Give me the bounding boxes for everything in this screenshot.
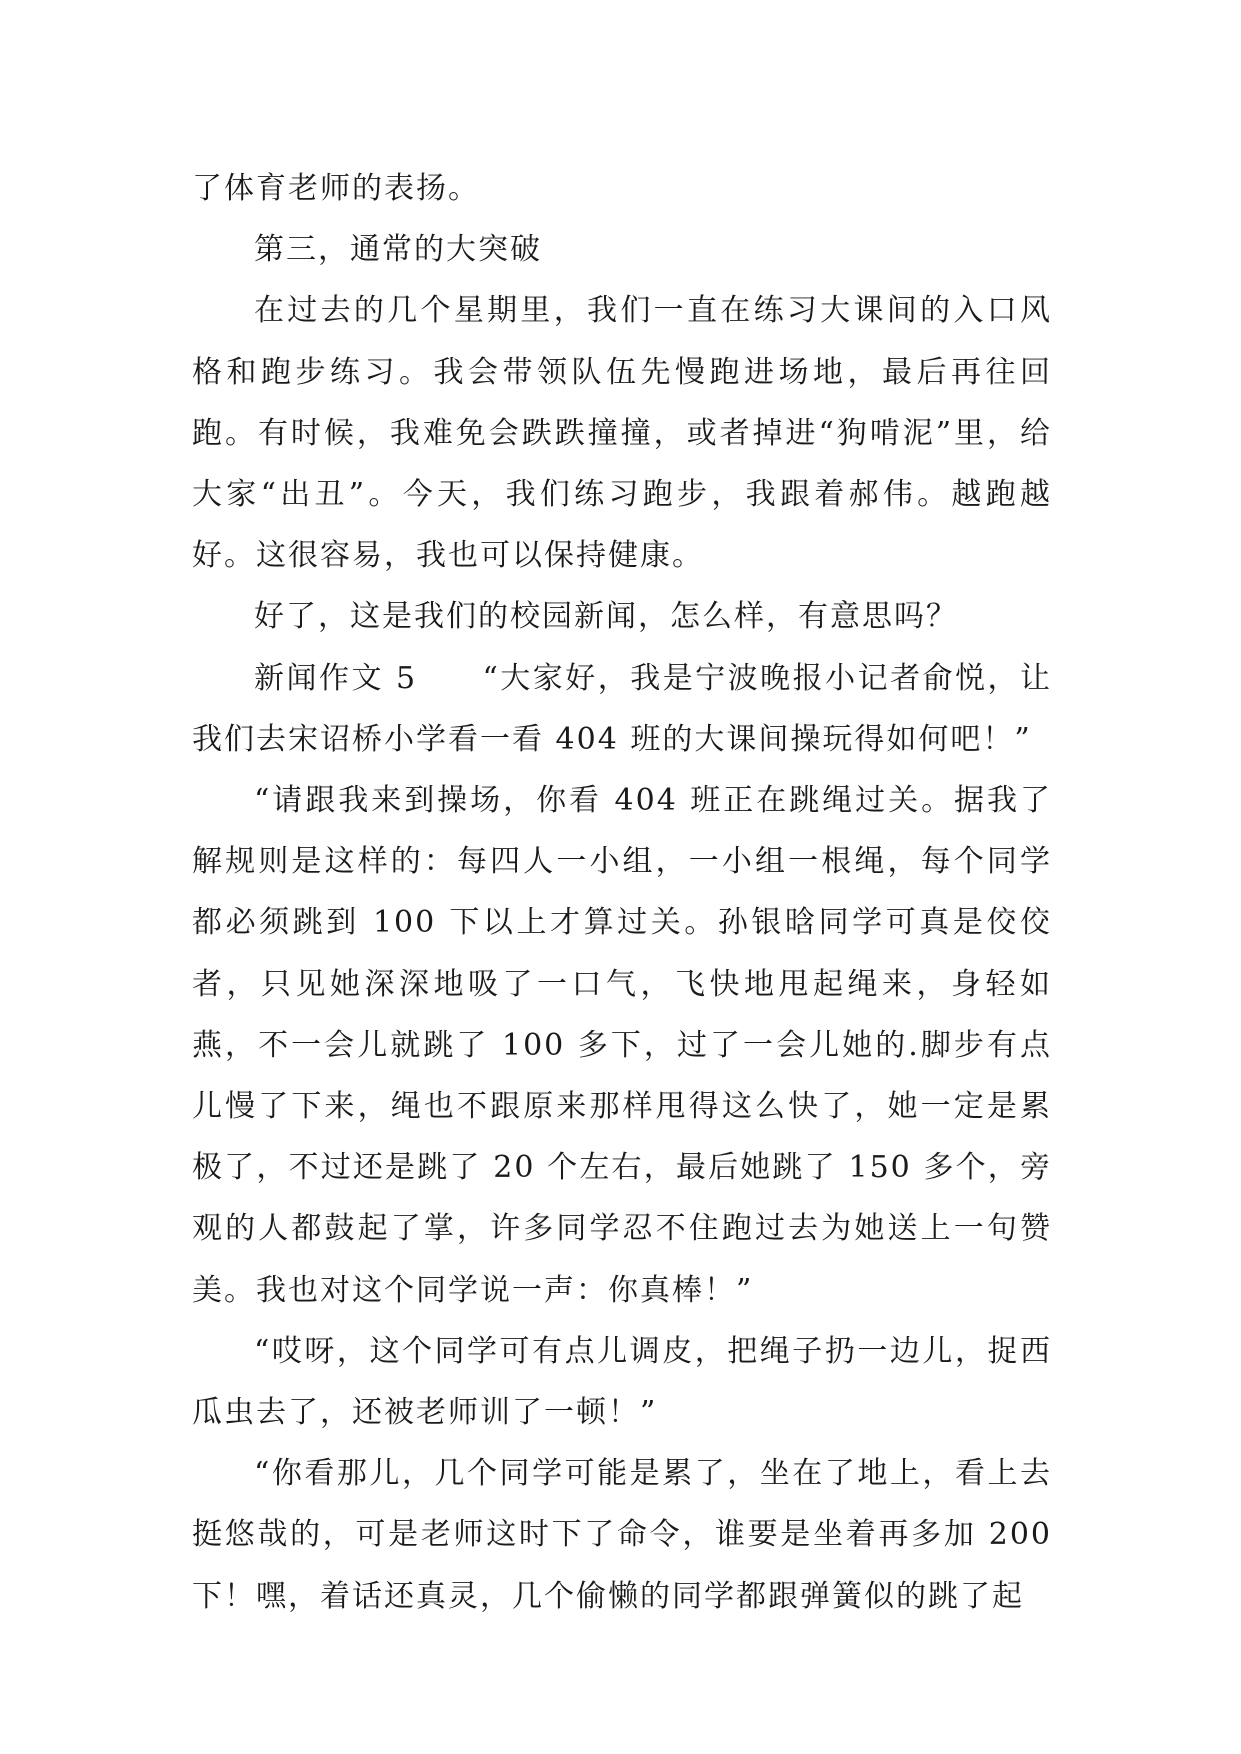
document-body — [192, 158, 1052, 1627]
paragraph-4: 好了，这是我们的校园新闻，怎么样，有意思吗？ — [254, 599, 958, 635]
paragraph-6: “请跟我来到操场，你看 404 班正在跳绳过关。据我了解规则是这样的：每四人一小组，一小组一根绳，每个同学都必须跳到 100 下以上才算过关。孙银晗同学可真是佼佼者，只见她深深地吸了一口气，飞快地甩起绳来，身轻如燕，不一会儿就跳了 100 多下，过了一会儿她的.脚步有点儿慢了下来，绳也不跟原来那样甩得这么快了，她一定是累极了，不过还是跳了 20 个左右，最后她跳了 150 多个，旁观的人都鼓起了掌，许多同学忍不住跑过去为她送上一句赞美。我也对这个同学说一声：你真棒！” — [192, 783, 1052, 1308]
paragraph-8: “你看那儿，几个同学可能是累了，坐在了地上，看上去挺悠哉的，可是老师这时下了命令，谁要是坐着再多加 200 下！嘿，着话还真灵，几个偷懒的同学都跟弹簧似的跳了起 — [192, 1456, 1052, 1614]
paragraph-2-heading: 第三，通常的大突破 — [254, 232, 542, 268]
paragraph-7: “哎呀，这个同学可有点儿调皮，把绳子扔一边儿，捉西瓜虫去了，还被老师训了一顿！” — [192, 1333, 1052, 1431]
paragraph-3: 在过去的几个星期里，我们一直在练习大课间的入口风格和跑步练习。我会带领队伍先慢跑进场地，最后再往回跑。有时候，我难免会跌跌撞撞，或者掉进“狗啃泥”里，给大家“出丑”。今天，我们练习跑步，我跟着郝伟。越跑越好。这很容易，我也可以保持健康。 — [192, 293, 1052, 574]
paragraph-1: 了体育老师的表扬。 — [192, 171, 480, 206]
paragraph-5: 新闻作文 5 “大家好，我是宁波晚报小记者俞悦，让我们去宋诏桥小学看一看 404 班的大课间操玩得如何吧！” — [192, 660, 1052, 757]
